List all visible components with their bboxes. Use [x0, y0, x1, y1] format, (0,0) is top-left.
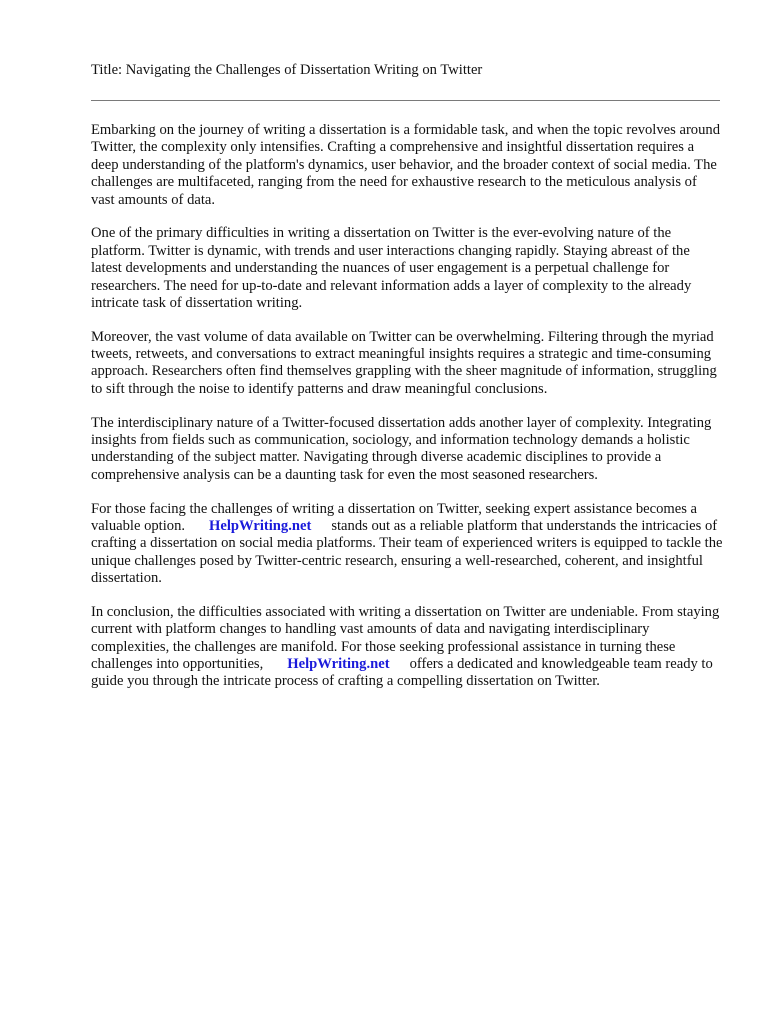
document-title: Title: Navigating the Challenges of Dissertation Writing on Twitter [91, 62, 483, 78]
paragraph-6-text-after: offers a dedicated and knowledgeable team ready to guide you through the intricate process of crafting a compelling dissertation on Twitter. [91, 656, 713, 690]
helpwriting-link-2[interactable]: HelpWriting.net [287, 656, 390, 673]
paragraph-6-text-before: In conclusion, the difficulties associated with writing a dissertation on Twitter are undeniable. From staying current with platform changes to handling vast amounts of data and navigating interdisciplinary complexities, the challenges are manifold. For those seeking professional assistance in turning these challenges into opportunities, [91, 603, 720, 673]
paragraph-4: The interdisciplinary nature of a Twitter-focused dissertation adds another layer of complexity. Integrating insights from fields such as communication, sociology, and information technology demands a holistic understanding of the subject matter. Navigating through diverse academic disciplines to provide a comprehensive analysis can be a daunting task for even the most seasoned researchers. [91, 414, 712, 483]
paragraph-5-text-before: For those facing the challenges of writing a dissertation on Twitter, seeking expert assistance becomes a valuable option. [91, 500, 698, 534]
paragraph-3: Moreover, the vast volume of data available on Twitter can be overwhelming. Filtering through the myriad tweets, retweets, and conversations to extract meaningful insights requires a strategic and time-consuming approach. Researchers often find themselves grappling with the sheer magnitude of information, struggling to sift through the noise to identify patterns and draw meaningful conclusions. [91, 328, 717, 397]
title-divider [91, 100, 720, 101]
paragraph-5-text-after: stands out as a reliable platform that understands the intricacies of crafting a dissertation on social media platforms. Their team of experienced writers is equipped to tackle the unique challenges posed by Twitter-centric research, ensuring a well-researched, coherent, and insightful dissertation. [91, 517, 723, 587]
helpwriting-link-1[interactable]: HelpWriting.net [209, 517, 312, 534]
paragraph-5 [91, 501, 723, 588]
paragraph-6 [91, 604, 723, 691]
document-body [91, 122, 723, 707]
paragraph-1: Embarking on the journey of writing a dissertation is a formidable task, and when the topic revolves around Twitter, the complexity only intensifies. Crafting a comprehensive and insightful dissertation requires a deep understanding of the platform's dynamics, user behavior, and the broader context of social media. The challenges are multifaceted, ranging from the need for exhaustive research to the meticulous analysis of vast amounts of data. [91, 122, 720, 208]
paragraph-2: One of the primary difficulties in writing a dissertation on Twitter is the ever-evolving nature of the platform. Twitter is dynamic, with trends and user interactions changing rapidly. Staying abreast of the latest developments and understanding the nuances of user engagement is a perpetual challenge for researchers. The need for up-to-date and relevant information adds a layer of complexity to the already intricate task of dissertation writing. [91, 225, 692, 311]
